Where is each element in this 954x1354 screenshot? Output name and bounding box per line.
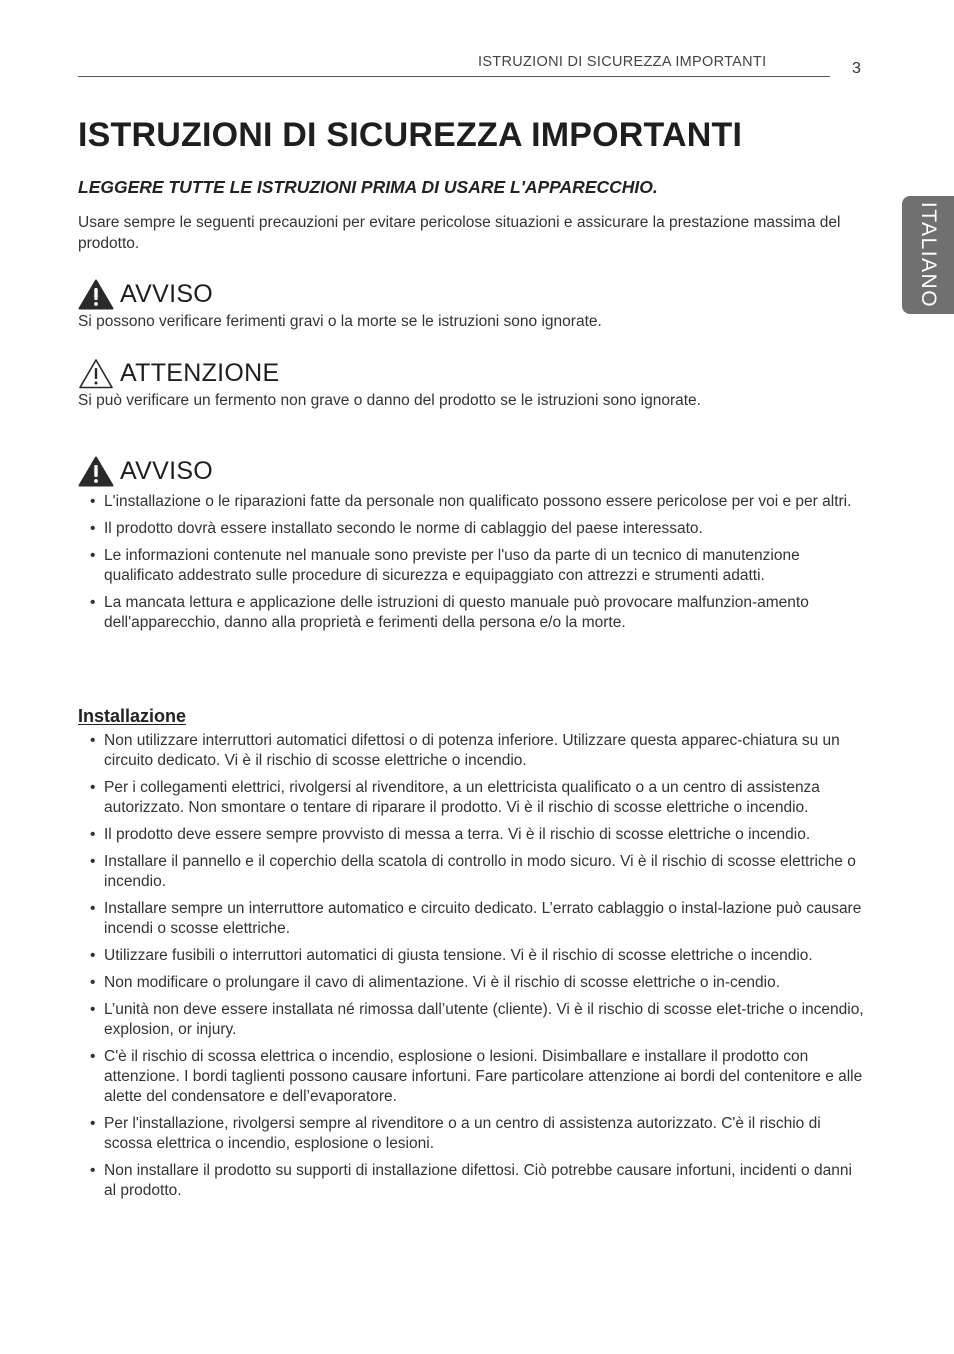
- list-item: • Non installare il prodotto su supporti di installazione difettosi. Ciò potrebbe causare infortuni, incidenti o danni al prodotto.: [88, 1161, 868, 1201]
- intro-paragraph: Usare sempre le seguenti precauzioni per evitare pericolose situazioni e assicurare la prestazione massima del prodotto.: [78, 214, 841, 252]
- warning-icon: [78, 279, 114, 310]
- list-item: • Il prodotto dovrà essere installato secondo le norme di cablaggio del paese interessato.: [88, 519, 868, 539]
- caution-icon: [78, 358, 114, 389]
- list-item: • Installare il pannello e il coperchio della scatola di controllo in modo sicuro. Vi è il rischio di scosse elettriche o incendio.: [88, 852, 868, 892]
- page-number: 3: [852, 60, 861, 77]
- list-item: • Le informazioni contenute nel manuale sono previste per l'uso da parte di un tecnico di manutenzione qualificato addestrato sulle procedure di sicurezza e equipaggiato con attrezzi e strumenti adatti.: [88, 546, 868, 586]
- running-header: ISTRUZIONI DI SICUREZZA IMPORTANTI: [478, 54, 767, 70]
- warning-legend-label: AVVISO: [120, 280, 214, 308]
- list-item: • Per l'installazione, rivolgersi sempre al rivenditore o a un centro di assistenza autorizzato. C'è il rischio di scossa elettrica o incendio, esplosione o lesioni.: [88, 1114, 868, 1154]
- warning-legend-heading: [78, 279, 213, 310]
- warning-icon: [78, 456, 114, 487]
- list-item: • La mancata lettura e applicazione delle istruzioni di questo manuale può provocare malfunzion-amento dell'apparecchio, danno alla proprietà e ferimenti della persona e/o la morte.: [88, 593, 868, 633]
- warning-section-heading: [78, 456, 213, 487]
- list-item: • Non modificare o prolungare il cavo di alimentazione. Vi è il rischio di scosse elettriche o in-cendio.: [88, 973, 868, 993]
- language-tab-label: ITALIANO: [917, 201, 940, 309]
- list-item: • Non utilizzare interruttori automatici difettosi o di potenza inferiore. Utilizzare questa apparec-chiatura su un circuito dedicato. Vi è il rischio di scosse elettriche o incendio.: [88, 731, 868, 771]
- installation-list: [88, 731, 868, 1208]
- list-item: • L’unità non deve essere installata né rimossa dall’utente (cliente). Vi è il rischio di scosse elet-triche o incendio, explosion, or injury.: [88, 1000, 868, 1040]
- list-item: • C'è il rischio di scossa elettrica o incendio, esplosione o lesioni. Disimballare e installare il prodotto con attenzione. I bordi taglienti possono causare infortuni. Fare particolare attenzione ai bordi del contenitore e alle alette del condensatore e dell’evaporatore.: [88, 1047, 868, 1107]
- page-title: ISTRUZIONI DI SICUREZZA IMPORTANTI: [78, 116, 743, 154]
- warning-section-label: AVVISO: [120, 457, 214, 485]
- warning-legend-text: Si possono verificare ferimenti gravi o la morte se le istruzioni sono ignorate.: [78, 313, 602, 330]
- caution-legend-text: Si può verificare un fermento non grave o danno del prodotto se le istruzioni sono ignorate.: [78, 392, 701, 409]
- header-divider: [78, 76, 830, 77]
- list-item: • Il prodotto deve essere sempre provvisto di messa a terra. Vi è il rischio di scosse elettriche o incendio.: [88, 825, 868, 845]
- language-tab: [902, 196, 954, 314]
- list-item: • Installare sempre un interruttore automatico e circuito dedicato. L’errato cablaggio o instal-lazione può causare incendi o scosse elettriche.: [88, 899, 868, 939]
- warning-list: [88, 492, 868, 640]
- list-item: • L'installazione o le riparazioni fatte da personale non qualificato possono essere pericolose per voi e per altri.: [88, 492, 868, 512]
- subtitle: LEGGERE TUTTE LE ISTRUZIONI PRIMA DI USARE L'APPARECCHIO.: [78, 177, 658, 197]
- list-item: • Per i collegamenti elettrici, rivolgersi al rivenditore, a un elettricista qualificato o a un centro di assistenza autorizzato. Non smontare o tentare di riparare il prodotto. Vi è il rischio di scosse elettriche o incendio.: [88, 778, 868, 818]
- list-item: • Utilizzare fusibili o interruttori automatici di giusta tensione. Vi è il rischio di scosse elettriche o incendio.: [88, 946, 868, 966]
- caution-legend-heading: [78, 358, 279, 389]
- caution-legend-label: ATTENZIONE: [120, 359, 280, 387]
- installation-heading: Installazione: [78, 706, 187, 726]
